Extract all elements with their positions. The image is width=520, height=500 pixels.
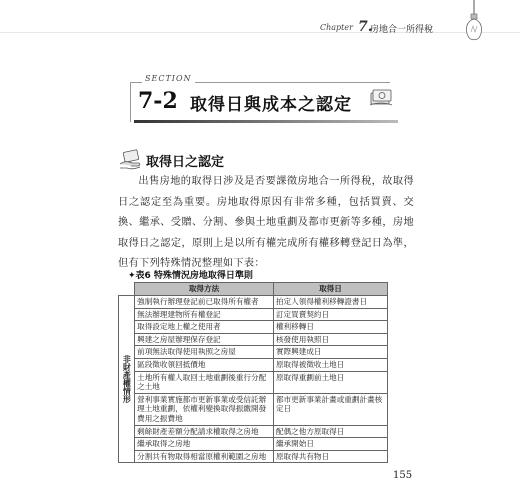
table-caption: ✦表6 特殊情況房地取得日準則 [128,271,253,281]
chapter-word: Chapter [320,23,353,32]
cell-method: 區段徵收領回抵價地 [135,358,274,371]
cell-method: 取得設定地上權之使用者 [135,321,274,334]
acquisition-date-table [118,282,388,463]
cell-date: 配偶之他方原取得日 [273,425,387,438]
money-stack-icon [368,84,394,108]
table-row [119,346,388,359]
table-row [119,425,388,438]
table-row [119,333,388,346]
table-row [119,358,388,371]
cell-method: 分割共有物取得相當原權利範圍之房地 [135,450,274,463]
cell-method: 繼承取得之房地 [135,438,274,451]
table-body [119,296,388,463]
cell-date: 繼承開始日 [273,438,387,451]
cell-method: 土地所有權人取回土地重劃後重行分配之土地 [135,371,274,393]
chapter-title: 房地合一所得稅 [370,25,434,35]
cell-date: 實際興建成日 [273,346,387,359]
hand-holding-card-icon [118,148,144,172]
page-number: 155 [393,470,413,481]
cell-date: 拍定人領得權利移轉證書日 [273,296,387,309]
cell-date: 核發使用執照日 [273,333,387,346]
table-row [119,371,388,393]
section-title: 取得日與成本之認定 [190,95,352,115]
cell-method: 強制執行辦理登記前已取得所有權者 [135,296,274,309]
cell-method: 前項無法取得使用執照之房屋 [135,346,274,359]
cell-method: 剩餘財產差額分配請求權取得之房地 [135,425,274,438]
body-text [118,172,414,275]
table-header-spacer [119,283,135,296]
cell-method: 興建之房屋辦理保存登記 [135,333,274,346]
cell-method: 營利事業實施都市更新事業或受信託辦理土地重劃，依權利變換取得振繳開發費用之振費地 [135,393,274,425]
table-row [119,308,388,321]
cell-method: 無法辦理建物所有權登記 [135,308,274,321]
section-underline [134,120,398,123]
lightbulb-icon [462,0,486,48]
table-row [119,321,388,334]
cell-date: 原取得被徵收土地日 [273,358,387,371]
table-row [119,450,388,463]
cell-date: 訂定買賣契約日 [273,308,387,321]
header-date: 取得日 [273,283,387,296]
header-method: 取得方法 [135,283,274,296]
category-label: 非財產權情形 [119,296,135,463]
running-header [320,20,465,36]
section-banner [130,74,410,134]
table-row [119,438,388,451]
body-paragraph: 出售房地的取得日涉及是否要課徵房地合一所得稅，故取得日之認定至為重要。房地取得原因有非常多種，包括買賣、交換、繼承、受贈、分割、參與土地重劃及都市更新等多種，房地取得日之認定，原則上是以所有權完成所有權移轉登記日為準，但有下列特殊情況整理如下表： [118,176,414,269]
table-row [119,393,388,425]
section-number: 7-2 [138,88,178,114]
section-bracket-left [130,82,131,122]
chapter-number: 7. [358,19,373,35]
cell-date: 都市更新事業計畫或重劃計畫核定日 [273,393,387,425]
cell-date: 原取得重劃前土地日 [273,371,387,393]
section-label: SECTION [142,74,195,83]
cell-date: 權利移轉日 [273,321,387,334]
table-header-row [119,283,388,296]
subsection-title: 取得日之認定 [146,155,225,170]
cell-date: 原取得共有物日 [273,450,387,463]
table-row [119,296,388,309]
